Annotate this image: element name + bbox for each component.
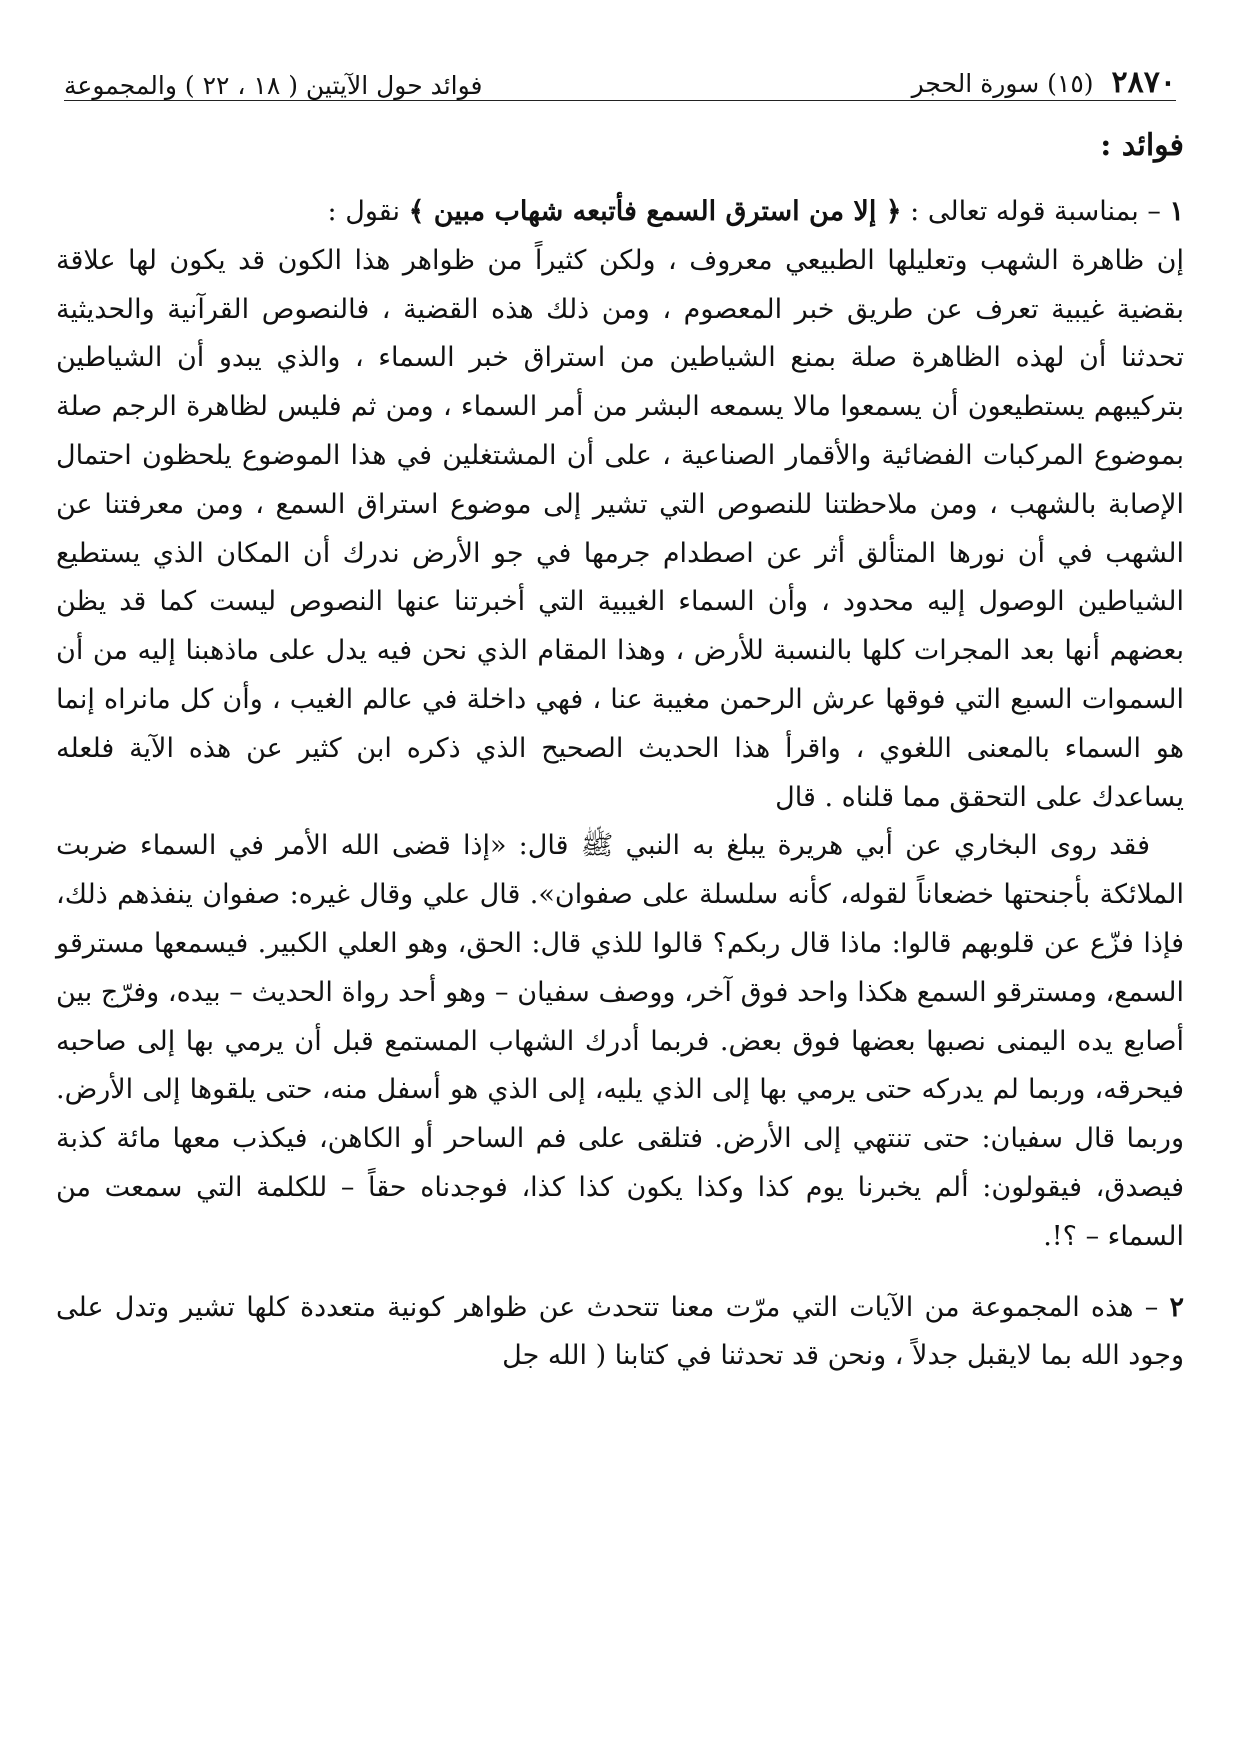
item2-body: – هذه المجموعة من الآيات التي مرّت معنا تتحدث عن ظواهر كونية متعددة كلها تشير وتدل على وجود الله بما لايقبل جدلاً ، ونحن قد تحدثنا في كتابنا ( الله جل [56, 1291, 1184, 1372]
item1-number: ١ [1169, 196, 1184, 227]
page-number: ٢٨٧٠ [1111, 65, 1176, 100]
item1-lead-tail: نقول : [327, 196, 400, 227]
item1-body: إن ظاهرة الشهب وتعليلها الطبيعي معروف ، ولكن كثيراً من ظواهر هذا الكون قد يكون لها علاقة بقضية غيبية تعرف عن طريق خبر المعصوم ، ومن ذلك هذه القضية ، فالنصوص القرآنية والحديثية تحدثنا أن لهذه الظاهرة صلة بمنع الشياطين من استراق خبر السماء ، والذي يبدو أن الشياطين بتركيبهم يستطيعون أن يسمعوا مالا يسمعه البشر من أمر السماء ، ومن ثم فليس لظاهرة الرجم صلة بموضوع المركبات الفضائية والأقمار الصناعية ، على أن المشتغلين في هذا الموضوع يلحظون احتمال الإصابة بالشهب ، ومن ملاحظتنا للنصوص التي تشير إلى موضوع استراق السمع ، ومن معرفتنا عن الشهب في أن نورها المتألق أثر عن اصطدام جرمها في جو الأرض ندرك أن المكان الذي يستطيع الشياطين الوصول إليه محدود ، وأن السماء الغيبية التي أخبرتنا عنها النصوص ليست كما قد يظن بعضهم أنها بعد المجرات كلها بالنسبة للأرض ، وهذا المقام الذي نحن فيه يدل على ماذهبنا إليه من أن السموات السبع التي فوقها عرش الرحمن مغيبة عنا ، فهي داخلة في عالم الغيب ، وأن كل مانراه إنما هو السماء بالمعنى اللغوي ، واقرأ هذا الحديث الصحيح الذي ذكره ابن كثير عن هذه الآية فلعله يساعدك على التحقق مما قلناه . قال [56, 244, 1184, 813]
paragraph-spacer [56, 1262, 1184, 1284]
section-reference: فوائد حول الآيتين ( ١٨ ، ٢٢ ) والمجموعة [64, 71, 483, 100]
page-header [64, 48, 1176, 100]
page-body [56, 108, 1184, 1381]
quran-verse: ﴿ إلا من استرق السمع فأتبعه شهاب مبين ﴾ [408, 196, 902, 227]
section-heading: فوائد : [1100, 128, 1184, 163]
paragraph-item1 [56, 188, 1184, 822]
surah-reference: (١٥) سورة الحجر [911, 69, 1094, 98]
paragraph-item2 [56, 1284, 1184, 1382]
hadith-paragraph: فقد روى البخاري عن أبي هريرة يبلغ به النبي ﷺ قال: «إذا قضى الله الأمر في السماء ضربت الملائكة بأجنحتها خضعاناً لقوله، كأنه سلسلة على صفوان». قال علي وقال غيره: صفوان ينفذهم ذلك، فإذا فزّع عن قلوبهم قالوا: ماذا قال ربكم؟ قالوا للذي قال: الحق، وهو العلي الكبير. فيسمعها مسترقو السمع، ومسترقو السمع هكذا واحد فوق آخر، ووصف سفيان – وهو أحد رواة الحديث – بيده، وفرّج بين أصابع يده اليمنى نصبها بعضها فوق بعض. فربما أدرك الشهاب المستمع قبل أن يرمي بها إلى صاحبه فيحرقه، وربما لم يدركه حتى يرمي بها إلى الذي يليه، إلى الذي هو أسفل منه، حتى يلقوها إلى الأرض. وربما قال سفيان: حتى تنتهي إلى الأرض. فتلقى على فم الساحر أو الكاهن، فيكذب معها مائة كذبة فيصدق، فيقولون: ألم يخبرنا يوم كذا وكذا يكون كذا كذا، فوجدناه حقاً – للكلمة التي سمعت من السماء – ؟!. [56, 830, 1184, 1252]
header-divider [64, 100, 1176, 101]
item1-lead: – بمناسبة قوله تعالى : [910, 196, 1161, 227]
item2-number: ٢ [1169, 1291, 1184, 1323]
header-right-group [912, 65, 1176, 100]
